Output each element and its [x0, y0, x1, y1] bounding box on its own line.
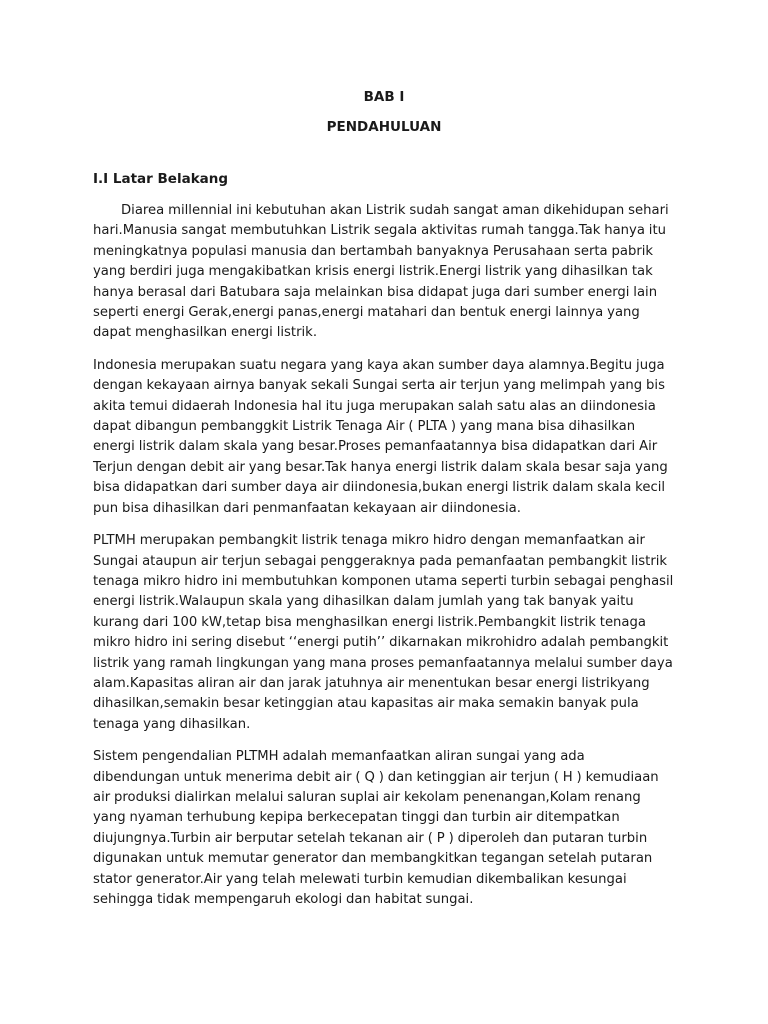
chapter-number: BAB I: [363, 89, 405, 105]
section-heading: I.I Latar Belakang: [93, 171, 229, 187]
paragraph-2: Indonesia merupakan suatu negara yang kaya akan sumber daya alamnya.Begitu juga dengan kekayaan airnya banyak sekali Sungai serta air terjun yang melimpah yang bis akita temui didaerah Indonesia hal itu juga merupakan salah satu alas an diindonesia dapat dibangun pembanggkit Listrik Tenaga Air ( PLTA ) yang mana bisa dihasilkan energi listrik dalam skala yang besar.Proses pemanfaatannya bisa didapatkan dari Air Terjun dengan debit air yang besar.Tak hanya energi listrik dalam skala besar saja yang bisa didapatkan dari sumber daya air diindonesia,bukan energi listrik dalam skala kecil pun bisa dihasilkan dari penmanfaatan kekayaan air diindonesia.: [93, 357, 668, 516]
paragraph-1: Diarea millennial ini kebutuhan akan Listrik sudah sangat aman dikehidupan sehari hari.Manusia sangat membutuhkan Listrik segala aktivitas rumah tangga.Tak hanya itu meningkatnya populasi manusia dan bertambah banyaknya Perusahaan serta pabrik yang berdiri juga mengakibatkan krisis energi listrik.Energi listrik yang dihasilkan tak hanya berasal dari Batubara saja melainkan bisa didapat juga dari sumber energi lain seperti energi Gerak,energi panas,energi matahari dan bentuk energi lainnya yang dapat menghasilkan energi listrik.: [93, 203, 669, 341]
chapter-title: PENDAHULUAN: [326, 119, 442, 135]
paragraph-3: PLTMH merupakan pembangkit listrik tenaga mikro hidro dengan memanfaatkan air Sungai ataupun air terjun sebagai penggeraknya pada pemanfaatan pembangkit listrik tenaga mikro hidro ini membutuhkan komponen utama seperti turbin sebagai penghasil energi listrik.Walaupun skala yang dihasilkan dalam jumlah yang tak banyak yaitu kurang dari 100 kW,tetap bisa menghasilkan energi listrik.Pembangkit listrik tenaga mikro hidro ini sering disebut ‘‘energi putih’’ dikarnakan mikrohidro adalah pembangkit listrik yang ramah lingkungan yang mana proses pemanfaatannya melalui sumber daya alam.Kapasitas aliran air dan jarak jatuhnya air menentukan besar energi listrikyang dihasilkan,semakin besar ketinggian atau kapasitas air maka semakin banyak pula tenaga yang dihasilkan.: [93, 533, 674, 732]
paragraph-4: Sistem pengendalian PLTMH adalah memanfaatkan aliran sungai yang ada dibendungan untuk menerima debit air ( Q ) dan ketinggian air terjun ( H ) kemudiaan air produksi dialirkan melalui saluran suplai air kekolam penenangan,Kolam renang yang nyaman terhubung kepipa berkecepatan tinggi dan turbin air ditempatkan diujungnya.Turbin air berputar setelah tekanan air ( P ) diperoleh dan putaran turbin digunakan untuk memutar generator dan membangkitkan tegangan setelah putaran stator generator.Air yang telah melewati turbin kemudian dikembalikan kesungai sehingga tidak mempengaruh ekologi dan habitat sungai.: [93, 749, 659, 907]
document-body: [93, 88, 675, 922]
